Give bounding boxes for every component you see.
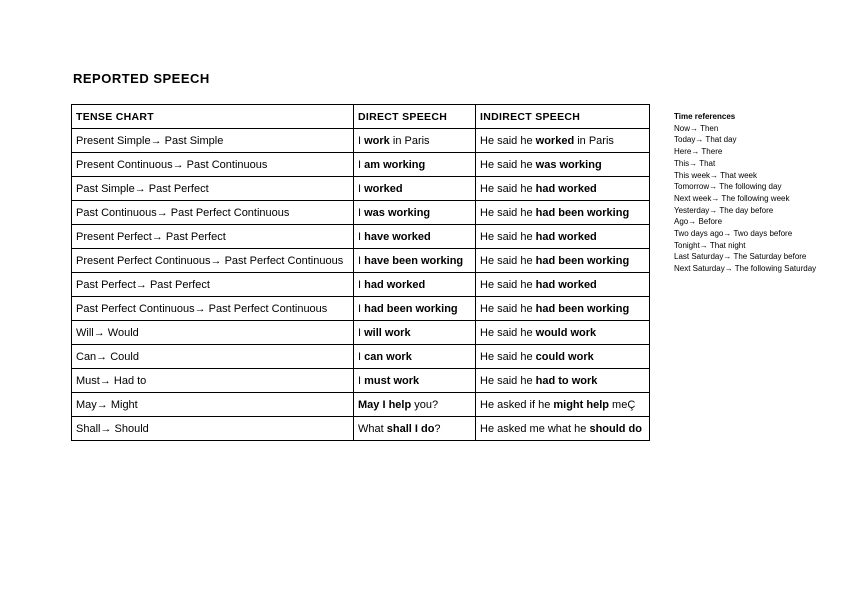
emphasized-verb: May I help <box>358 398 412 411</box>
emphasized-verb: had been working <box>535 302 630 315</box>
time-references-heading: Time references <box>674 112 736 121</box>
direct-speech-cell <box>354 225 476 249</box>
cell-text: I <box>358 374 365 387</box>
emphasized-verb: shall I do <box>386 422 435 435</box>
emphasized-verb: had been working <box>535 206 630 219</box>
cell-text: He said he <box>480 254 536 267</box>
cell-text: I <box>358 134 365 147</box>
indirect-speech-cell <box>476 129 650 153</box>
emphasized-verb: had worked <box>535 278 597 291</box>
table-row <box>72 345 650 369</box>
cell-text: He said he <box>480 302 536 315</box>
table-header-row <box>72 105 650 129</box>
cell-text: He asked me what he <box>480 422 590 435</box>
time-reference-item: Tomorrow→ The following day <box>674 182 782 192</box>
table-row <box>72 201 650 225</box>
table-row <box>72 177 650 201</box>
tense-cell: May→ Might <box>72 393 354 417</box>
direct-speech-cell <box>354 153 476 177</box>
direct-speech-cell <box>354 129 476 153</box>
cell-text: He said he <box>480 350 536 363</box>
emphasized-verb: would work <box>535 326 597 339</box>
page-title: REPORTED SPEECH <box>73 71 210 86</box>
cell-text: I <box>358 326 365 339</box>
direct-speech-cell <box>354 297 476 321</box>
cell-text: I <box>358 230 365 243</box>
cell-text: in Paris <box>574 134 614 147</box>
tense-cell: Present Perfect→ Past Perfect <box>72 225 354 249</box>
time-reference-item: Now→ Then <box>674 123 719 133</box>
emphasized-verb: might help <box>553 398 609 411</box>
header-tense-chart: TENSE CHART <box>72 105 354 129</box>
table-body <box>72 129 650 441</box>
tense-cell: Past Perfect Continuous→ Past Perfect Continuous <box>72 297 354 321</box>
direct-speech-cell <box>354 345 476 369</box>
cell-text: I <box>358 182 365 195</box>
cell-text: What <box>358 422 387 435</box>
table-row <box>72 393 650 417</box>
tense-cell: Must→ Had to <box>72 369 354 393</box>
indirect-speech-cell <box>476 417 650 441</box>
cell-text: meÇ <box>608 398 636 411</box>
cell-text: He said he <box>480 158 536 171</box>
time-reference-item: This→ That <box>674 158 716 168</box>
cell-text: He said he <box>480 134 536 147</box>
emphasized-verb: had been working <box>535 254 630 267</box>
emphasized-verb: worked <box>535 134 575 147</box>
direct-speech-cell <box>354 321 476 345</box>
indirect-speech-cell <box>476 225 650 249</box>
direct-speech-cell <box>354 417 476 441</box>
cell-text: you? <box>411 398 439 411</box>
emphasized-verb: have worked <box>364 230 431 243</box>
table-row <box>72 129 650 153</box>
tense-chart-table <box>71 104 650 441</box>
cell-text: ? <box>434 422 441 435</box>
tense-cell: Past Perfect→ Past Perfect <box>72 273 354 297</box>
emphasized-verb: should do <box>589 422 642 435</box>
indirect-speech-cell <box>476 321 650 345</box>
time-reference-item: Tonight→ That night <box>674 240 746 250</box>
emphasized-verb: will work <box>364 326 411 339</box>
cell-text: I <box>358 350 365 363</box>
emphasized-verb: had worked <box>535 182 597 195</box>
time-reference-item: Today→ That day <box>674 135 737 145</box>
indirect-speech-cell <box>476 369 650 393</box>
direct-speech-cell <box>354 177 476 201</box>
indirect-speech-cell <box>476 393 650 417</box>
time-reference-item: Two days ago→ Two days before <box>674 229 793 239</box>
emphasized-verb: was working <box>535 158 602 171</box>
indirect-speech-cell <box>476 153 650 177</box>
tense-cell: Present Perfect Continuous→ Past Perfect Continuous <box>72 249 354 273</box>
emphasized-verb: worked <box>364 182 403 195</box>
time-reference-item: Yesterday→ The day before <box>674 205 774 215</box>
emphasized-verb: was working <box>364 206 431 219</box>
cell-text: He asked if he <box>480 398 554 411</box>
table-row <box>72 417 650 441</box>
cell-text: He said he <box>480 206 536 219</box>
cell-text: He said he <box>480 230 536 243</box>
tense-cell: Will→ Would <box>72 321 354 345</box>
time-reference-item: This week→ That week <box>674 170 757 180</box>
indirect-speech-cell <box>476 345 650 369</box>
indirect-speech-cell <box>476 177 650 201</box>
emphasized-verb: work <box>364 134 390 147</box>
time-reference-item: Last Saturday→ The Saturday before <box>674 252 807 262</box>
emphasized-verb: had worked <box>535 230 597 243</box>
table-row <box>72 225 650 249</box>
indirect-speech-cell <box>476 297 650 321</box>
emphasized-verb: am working <box>364 158 426 171</box>
table-row <box>72 273 650 297</box>
cell-text: I <box>358 302 365 315</box>
cell-text: in Paris <box>389 134 430 147</box>
direct-speech-cell <box>354 393 476 417</box>
header-direct-speech: DIRECT SPEECH <box>354 105 476 129</box>
direct-speech-cell <box>354 249 476 273</box>
cell-text: I <box>358 206 365 219</box>
direct-speech-cell <box>354 369 476 393</box>
direct-speech-cell <box>354 201 476 225</box>
tense-cell: Present Simple→ Past Simple <box>72 129 354 153</box>
tense-cell: Past Simple→ Past Perfect <box>72 177 354 201</box>
cell-text: He said he <box>480 326 536 339</box>
table-row <box>72 321 650 345</box>
emphasized-verb: can work <box>364 350 412 363</box>
time-reference-item: Next week→ The following week <box>674 193 790 203</box>
cell-text: He said he <box>480 182 536 195</box>
time-reference-item: Ago→ Before <box>674 217 723 227</box>
emphasized-verb: had been working <box>364 302 458 315</box>
emphasized-verb: have been working <box>364 254 464 267</box>
tense-cell: Can→ Could <box>72 345 354 369</box>
tense-cell: Past Continuous→ Past Perfect Continuous <box>72 201 354 225</box>
cell-text: He said he <box>480 278 536 291</box>
indirect-speech-cell <box>476 249 650 273</box>
time-references <box>674 111 816 275</box>
table-row <box>72 153 650 177</box>
emphasized-verb: could work <box>535 350 594 363</box>
indirect-speech-cell <box>476 201 650 225</box>
indirect-speech-cell <box>476 273 650 297</box>
time-reference-item: Here→ There <box>674 147 723 157</box>
emphasized-verb: must work <box>364 374 420 387</box>
cell-text: I <box>358 278 365 291</box>
table-row <box>72 369 650 393</box>
emphasized-verb: had to work <box>535 374 598 387</box>
cell-text: I <box>358 158 365 171</box>
table-row <box>72 249 650 273</box>
cell-text: He said he <box>480 374 536 387</box>
tense-cell: Shall→ Should <box>72 417 354 441</box>
direct-speech-cell <box>354 273 476 297</box>
header-indirect-speech: INDIRECT SPEECH <box>476 105 650 129</box>
time-references-list <box>674 123 816 275</box>
cell-text: I <box>358 254 365 267</box>
time-reference-item: Next Saturday→ The following Saturday <box>674 264 817 274</box>
emphasized-verb: had worked <box>364 278 426 291</box>
table-row <box>72 297 650 321</box>
tense-cell: Present Continuous→ Past Continuous <box>72 153 354 177</box>
